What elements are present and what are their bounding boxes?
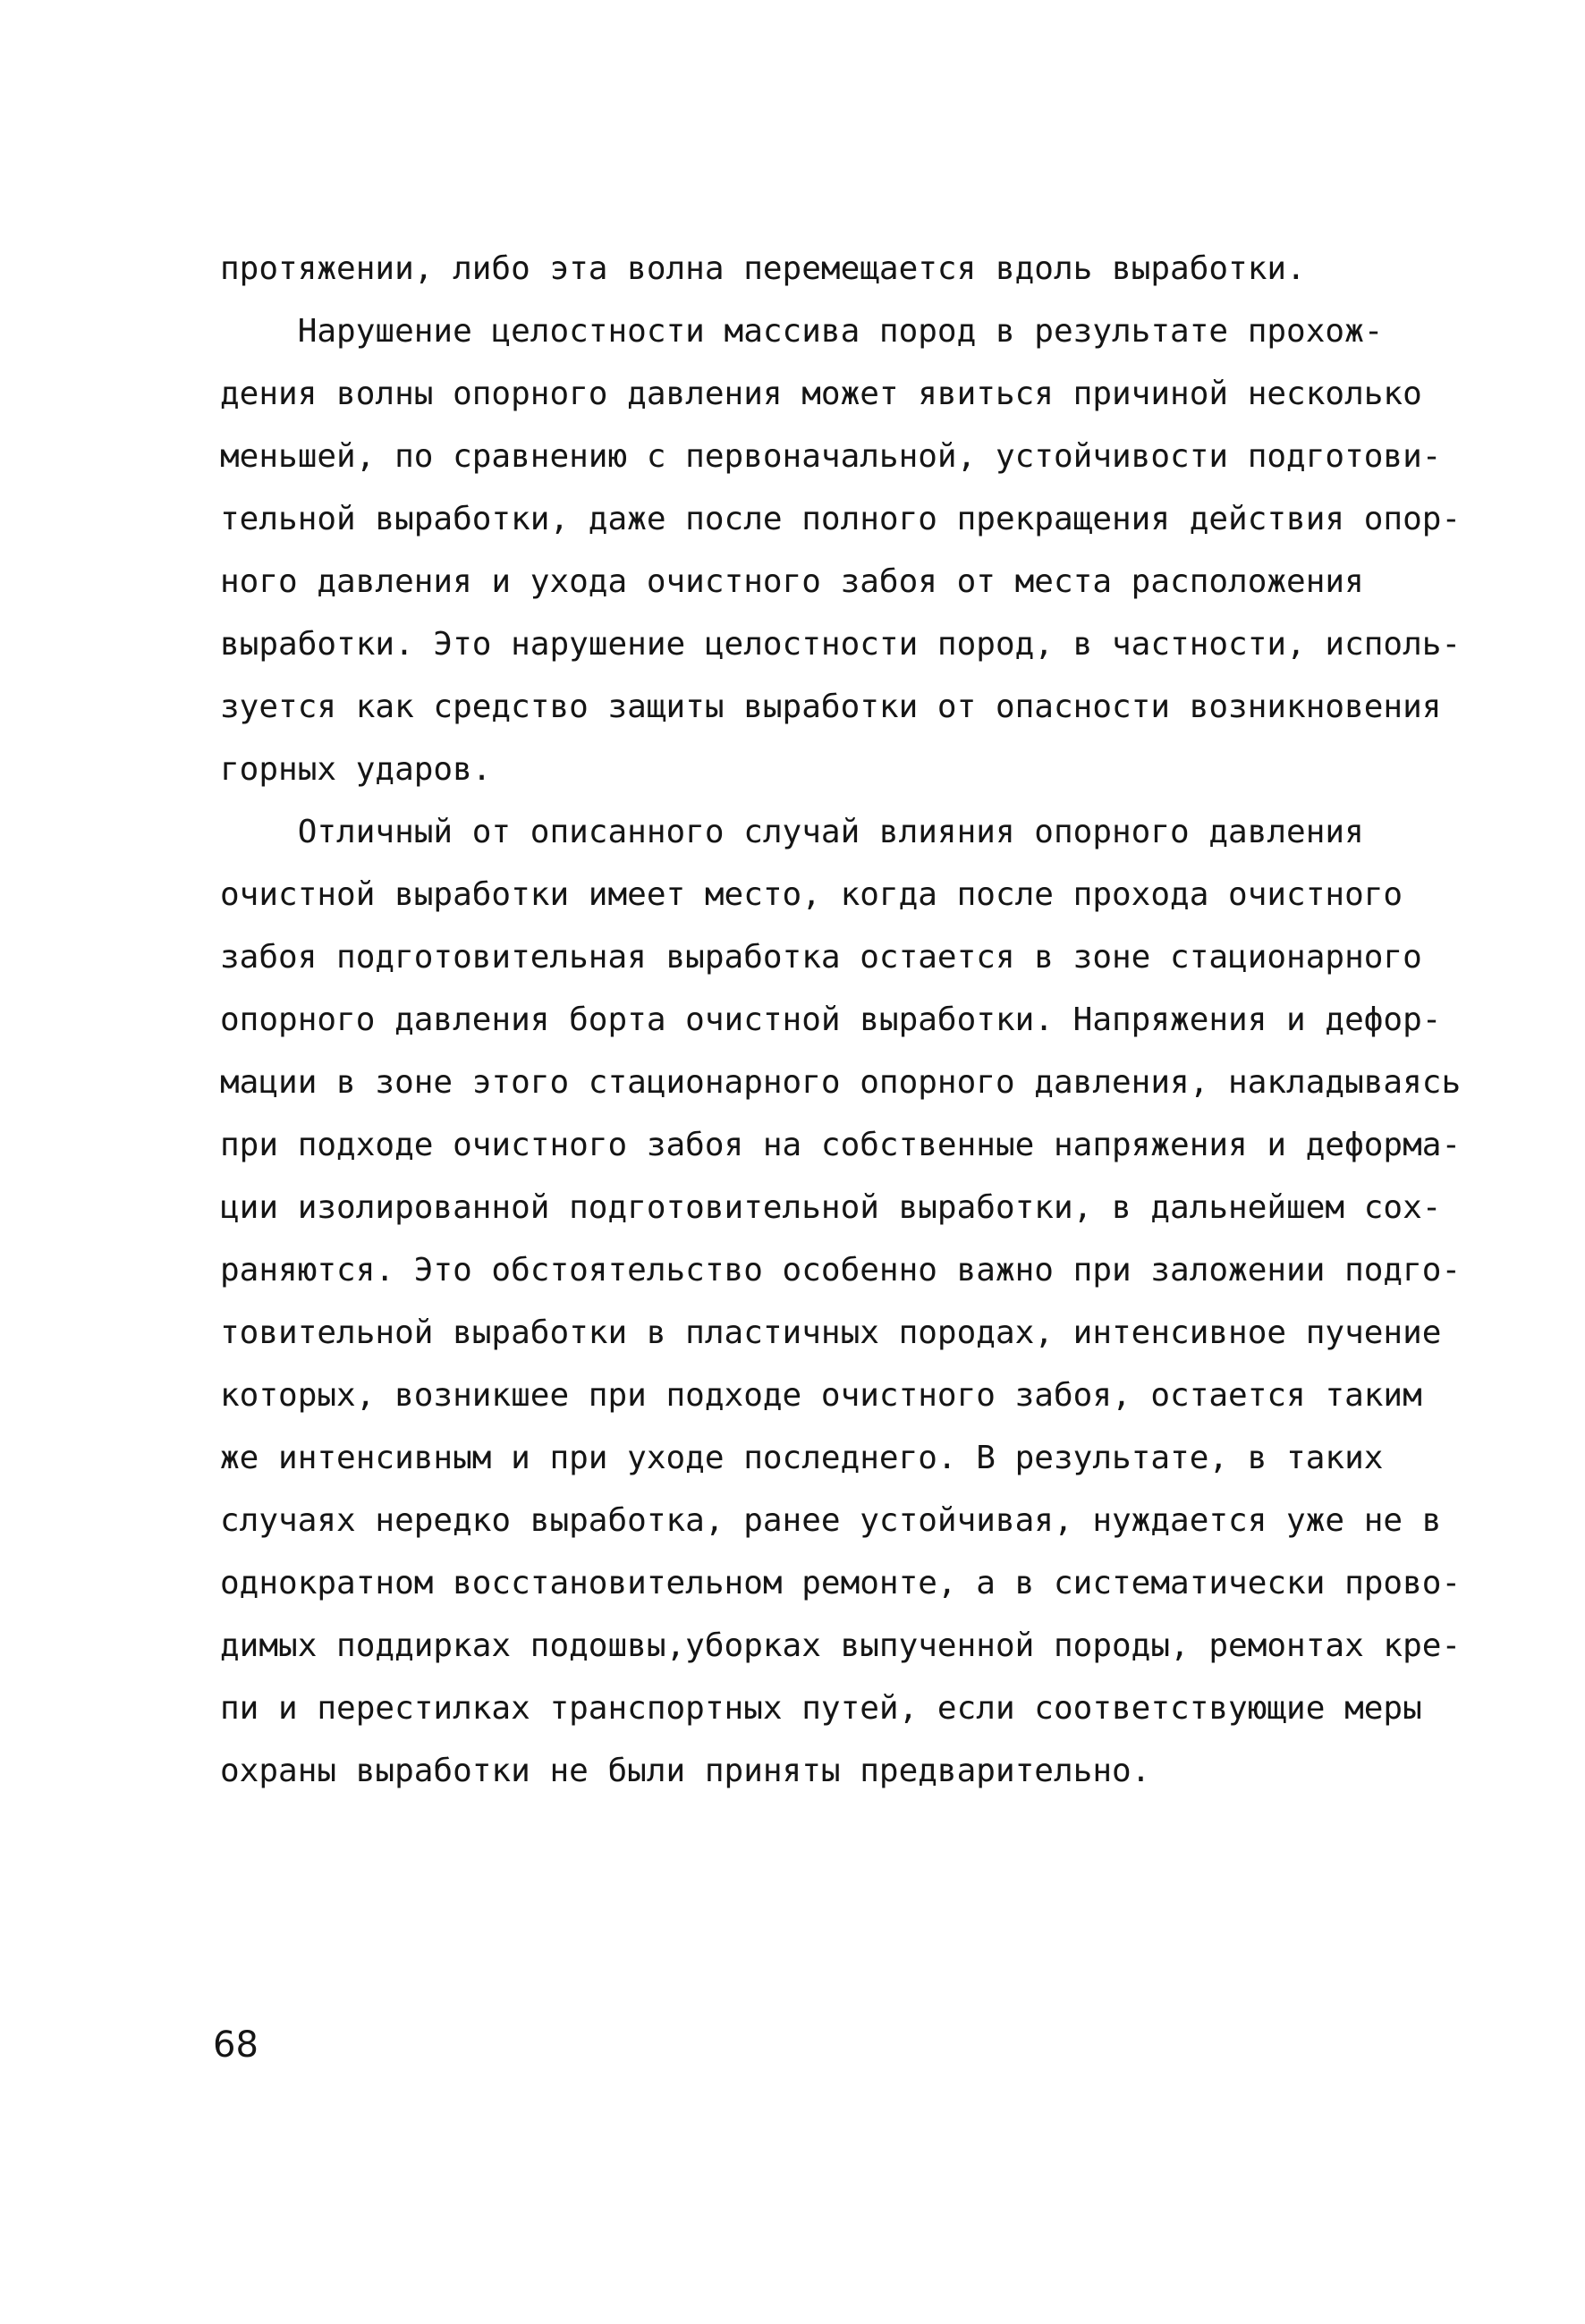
text-line: случаях нередко выработка, ранее устойчивая, нуждается уже не в <box>220 1502 1442 1539</box>
text-line: протяжении, либо эта волна перемещается вдоль выработки. <box>220 250 1306 287</box>
text-line: горных ударов. <box>220 751 492 788</box>
text-line: ного давления и ухода очистного забоя от места расположения <box>220 563 1364 600</box>
text-line: меньшей, по сравнению с первоначальной, устойчивости подготови- <box>220 438 1442 475</box>
text-line: забоя подготовительная выработка остается в зоне стационарного <box>220 939 1422 976</box>
text-line: зуется как средство защиты выработки от опасности возникновения <box>220 689 1442 725</box>
text-line: дения волны опорного давления может явиться причиной несколько <box>220 376 1422 412</box>
text-line: товительной выработки в пластичных породах, интенсивное пучение <box>220 1314 1442 1351</box>
text-line: же интенсивным и при уходе последнего. В результате, в таких <box>220 1440 1384 1476</box>
text-line: опорного давления борта очистной выработки. Напряжения и дефор- <box>220 1001 1442 1038</box>
text-line: выработки. Это нарушение целостности пород, в частности, исполь- <box>220 626 1462 663</box>
text-line: которых, возникшее при подходе очистного забоя, остается таким <box>220 1377 1422 1414</box>
text-line: димых поддирках подошвы,уборках выпученной породы, ремонтах кре- <box>220 1627 1462 1664</box>
text-line: тельной выработки, даже после полного прекращения действия опор- <box>220 501 1462 537</box>
text-line: Отличный от описанного случай влияния опорного давления <box>220 814 1364 850</box>
text-line: Нарушение целостности массива пород в результате прохож- <box>220 313 1384 350</box>
text-line: раняются. Это обстоятельство особенно важно при заложении подго- <box>220 1252 1462 1289</box>
text-line: однократном восстановительном ремонте, а в систематически прово- <box>220 1565 1462 1601</box>
body-text <box>220 238 1462 1803</box>
text-line: ции изолированной подготовительной выработки, в дальнейшем сох- <box>220 1189 1442 1226</box>
text-line: при подходе очистного забоя на собственные напряжения и деформа- <box>220 1127 1462 1163</box>
page-number: 68 <box>213 2024 259 2066</box>
text-line: очистной выработки имеет место, когда после прохода очистного <box>220 876 1403 913</box>
text-line: пи и перестилках транспортных путей, если соответствующие меры <box>220 1690 1422 1727</box>
text-line: мации в зоне этого стационарного опорного давления, накладываясь <box>220 1064 1462 1101</box>
text-line: охраны выработки не были приняты предварительно. <box>220 1753 1151 1789</box>
